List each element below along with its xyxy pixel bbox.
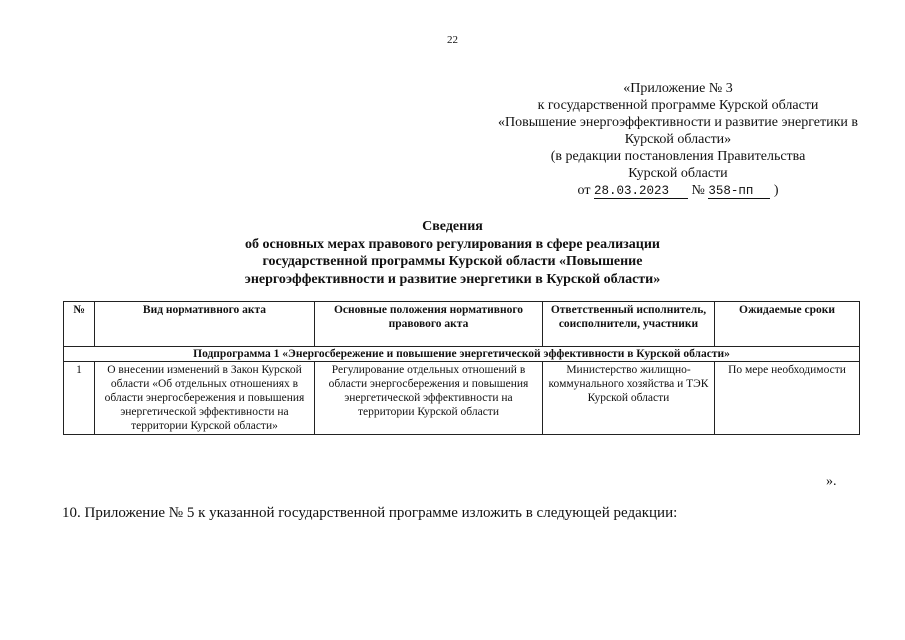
annex-date-line <box>480 182 876 199</box>
closing-quote: ». <box>826 474 837 489</box>
annex-line-3: «Повышение энергоэффективности и развитие энергетики в <box>498 115 858 130</box>
annex-header <box>480 80 876 199</box>
title-line-3: государственной программы Курской области «Повышение <box>262 254 643 269</box>
decree-number: 358-пп <box>708 184 770 199</box>
paragraph-10: 10. Приложение № 5 к указанной государственной программе изложить в следующей редакции: <box>62 505 678 521</box>
header-number: № <box>64 302 95 347</box>
cell-act-type: О внесении изменений в Закон Курской области «Об отдельных отношениях в области энергосбережения и повышения энергетической эффективности на территории Курской области» <box>95 362 315 435</box>
closing-paren: ) <box>773 183 779 198</box>
cell-provisions: Регулирование отдельных отношений в области энергосбережения и повышения энергетической эффективности на территории Курской области <box>315 362 543 435</box>
header-act-type: Вид нормативного акта <box>95 302 315 347</box>
subprogram-title: Подпрограмма 1 «Энергосбережение и повышение энергетической эффективности в Курской области» <box>64 347 860 362</box>
subprogram-row <box>64 347 860 362</box>
cell-executor: Министерство жилищно-коммунального хозяйства и ТЭК Курской области <box>543 362 715 435</box>
annex-line-1: «Приложение № 3 <box>623 81 733 96</box>
page-number: 22 <box>447 34 458 46</box>
header-executor: Ответственный исполнитель, соисполнители, участники <box>543 302 715 347</box>
regulation-table <box>63 301 860 435</box>
annex-line-6: Курской области <box>628 166 728 181</box>
document-title <box>0 218 905 288</box>
number-prefix: № <box>691 183 705 198</box>
table-row <box>64 362 860 435</box>
table-header-row <box>64 302 860 347</box>
annex-line-4: Курской области» <box>624 132 732 147</box>
cell-deadline: По мере необходимости <box>715 362 860 435</box>
title-line-4: энергоэффективности и развитие энергетики в Курской области» <box>244 271 661 287</box>
annex-line-2: к государственной программе Курской области <box>537 98 819 113</box>
cell-number: 1 <box>64 362 95 435</box>
date-prefix: от <box>577 183 591 198</box>
title-line-1: Сведения <box>422 219 483 234</box>
annex-line-5: (в редакции постановления Правительства <box>550 149 806 164</box>
header-deadline: Ожидаемые сроки <box>715 302 860 347</box>
header-provisions: Основные положения нормативного правового акта <box>315 302 543 347</box>
title-line-2: об основных мерах правового регулирования в сфере реализации <box>245 236 660 252</box>
decree-date: 28.03.2023 <box>594 184 688 199</box>
